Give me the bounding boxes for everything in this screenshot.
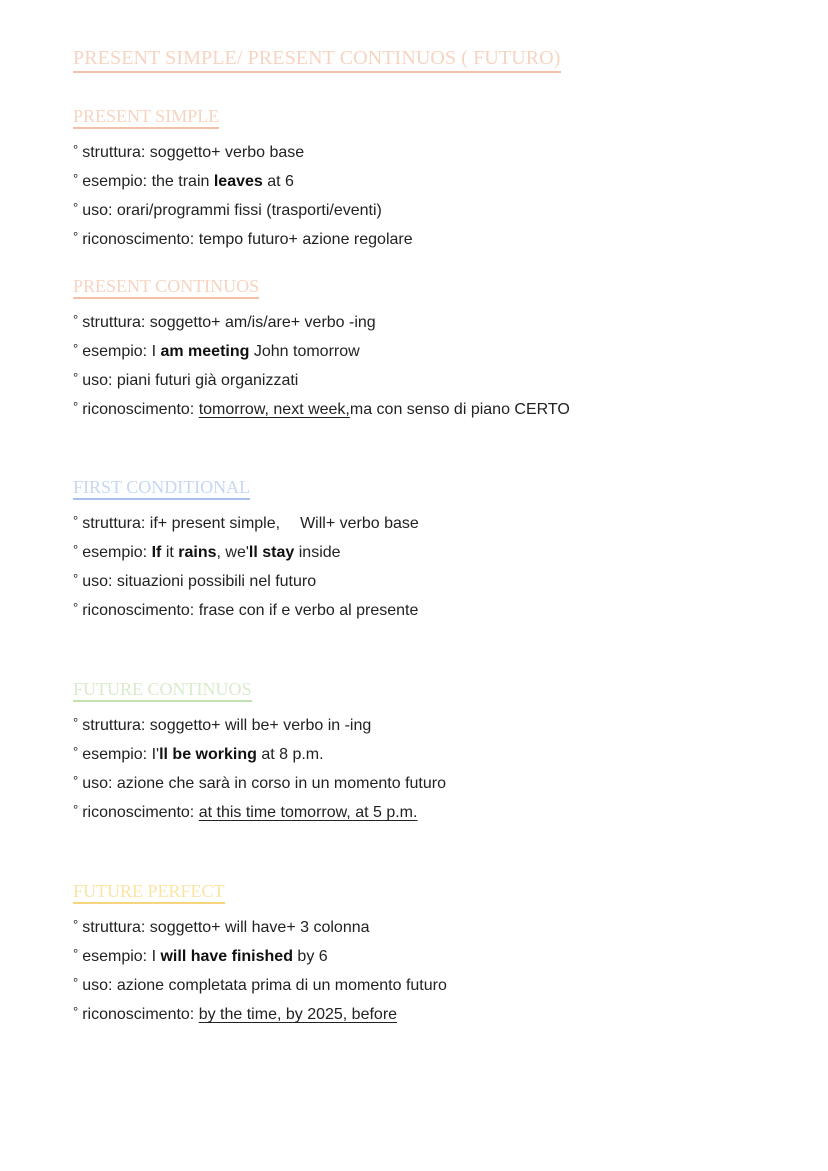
bullet: ° [73, 200, 79, 215]
underlined-keywords: at this time tomorrow, at 5 p.m. [198, 804, 418, 821]
bold-verb: ll be working [159, 746, 257, 763]
bullet: ° [73, 399, 79, 414]
list-first-conditional [73, 506, 419, 622]
bold-word: If [151, 544, 162, 561]
bullet: ° [73, 542, 79, 557]
bullet: ° [73, 1004, 79, 1019]
item-text: , we' [216, 544, 249, 561]
item-text: azione completata prima di un momento futuro [116, 977, 447, 994]
item-label: struttura: [82, 314, 146, 331]
underlined-keywords: by the time, by 2025, before [198, 1006, 398, 1023]
item-text: it [165, 544, 174, 561]
list-present-continuos [73, 305, 570, 421]
item-label: esempio: [82, 343, 148, 360]
bullet: ° [73, 513, 79, 528]
bullet: ° [73, 171, 79, 186]
item-label: riconoscimento: [82, 804, 195, 821]
list-item-struttura [73, 910, 447, 939]
list-future-continuos [73, 708, 446, 824]
list-item-struttura [73, 708, 446, 737]
item-text: soggetto+ verbo base [149, 144, 305, 161]
item-label: struttura: [82, 717, 146, 734]
list-item-esempio [73, 164, 413, 193]
item-label: struttura: [82, 515, 146, 532]
list-item-uso [73, 193, 413, 222]
section-title-future-perfect: FUTURE PERFECT [73, 881, 225, 904]
list-item-struttura [73, 135, 413, 164]
item-text: piani futuri già organizzati [116, 372, 299, 389]
item-label: struttura: [82, 919, 146, 936]
bold-verb: will have finished [160, 948, 293, 965]
bullet: ° [73, 571, 79, 586]
bullet: ° [73, 370, 79, 385]
list-item-riconoscimento [73, 593, 419, 622]
item-label: uso: [82, 372, 113, 389]
item-text: ma con senso di piano CERTO [349, 401, 570, 418]
item-text: azione che sarà in corso in un momento futuro [116, 775, 446, 792]
section-present-simple [73, 106, 413, 251]
item-text: at 8 p.m. [261, 746, 324, 763]
item-text: at 6 [267, 173, 294, 190]
list-item-uso [73, 564, 419, 593]
bullet: ° [73, 975, 79, 990]
list-item-riconoscimento [73, 997, 447, 1026]
section-first-conditional [73, 477, 419, 622]
item-text: Will+ verbo base [300, 515, 419, 532]
list-item-uso [73, 766, 446, 795]
list-item-uso [73, 363, 570, 392]
underlined-keywords: tomorrow, next week, [198, 401, 350, 418]
bullet: ° [73, 142, 79, 157]
section-title-present-continuos: PRESENT CONTINUOS [73, 276, 259, 299]
list-item-struttura [73, 305, 570, 334]
bullet: ° [73, 341, 79, 356]
item-text: I [151, 948, 157, 965]
item-label: uso: [82, 977, 113, 994]
bullet: ° [73, 773, 79, 788]
item-text: I' [151, 746, 160, 763]
item-label: struttura: [82, 144, 146, 161]
section-present-continuos [73, 276, 570, 421]
item-text: soggetto+ will be+ verbo in -ing [149, 717, 372, 734]
item-text: orari/programmi fissi (trasporti/eventi) [116, 202, 382, 219]
bullet: ° [73, 715, 79, 730]
item-text: John tomorrow [253, 343, 360, 360]
section-title-future-continuos: FUTURE CONTINUOS [73, 679, 252, 702]
bold-verb: am meeting [160, 343, 250, 360]
bullet: ° [73, 802, 79, 817]
item-label: uso: [82, 202, 113, 219]
bullet: ° [73, 917, 79, 932]
list-item-esempio [73, 535, 419, 564]
list-future-perfect [73, 910, 447, 1026]
item-text: frase con if e verbo al presente [198, 602, 419, 619]
item-label: esempio: [82, 544, 148, 561]
item-text: soggetto+ will have+ 3 colonna [149, 919, 370, 936]
section-future-continuos [73, 679, 446, 824]
item-text: tempo futuro+ azione regolare [198, 231, 413, 248]
item-label: riconoscimento: [82, 401, 195, 418]
item-label: riconoscimento: [82, 231, 195, 248]
section-future-perfect [73, 881, 447, 1026]
section-title-present-simple: PRESENT SIMPLE [73, 106, 219, 129]
list-item-riconoscimento [73, 795, 446, 824]
bold-word: ll stay [248, 544, 295, 561]
item-text: by 6 [297, 948, 328, 965]
bullet: ° [73, 946, 79, 961]
list-item-esempio [73, 939, 447, 968]
bullet: ° [73, 312, 79, 327]
item-label: uso: [82, 775, 113, 792]
item-text: I [151, 343, 157, 360]
item-text: inside [298, 544, 341, 561]
item-label: riconoscimento: [82, 602, 195, 619]
bold-word: rains [178, 544, 217, 561]
list-present-simple [73, 135, 413, 251]
list-item-esempio [73, 737, 446, 766]
item-text: if+ present simple, [149, 515, 281, 532]
page-title: PRESENT SIMPLE/ PRESENT CONTINUOS ( FUTURO) [73, 46, 561, 73]
bullet: ° [73, 600, 79, 615]
bullet: ° [73, 744, 79, 759]
list-item-riconoscimento [73, 222, 413, 251]
item-label: esempio: [82, 746, 148, 763]
item-label: riconoscimento: [82, 1006, 195, 1023]
bullet: ° [73, 229, 79, 244]
section-title-first-conditional: FIRST CONDITIONAL [73, 477, 250, 500]
item-label: esempio: [82, 173, 148, 190]
item-text: the train [151, 173, 210, 190]
item-label: uso: [82, 573, 113, 590]
list-item-uso [73, 968, 447, 997]
list-item-struttura [73, 506, 419, 535]
item-text: soggetto+ am/is/are+ verbo -ing [149, 314, 376, 331]
item-label: esempio: [82, 948, 148, 965]
list-item-esempio [73, 334, 570, 363]
item-text: situazioni possibili nel futuro [116, 573, 317, 590]
list-item-riconoscimento [73, 392, 570, 421]
bold-verb: leaves [213, 173, 263, 190]
